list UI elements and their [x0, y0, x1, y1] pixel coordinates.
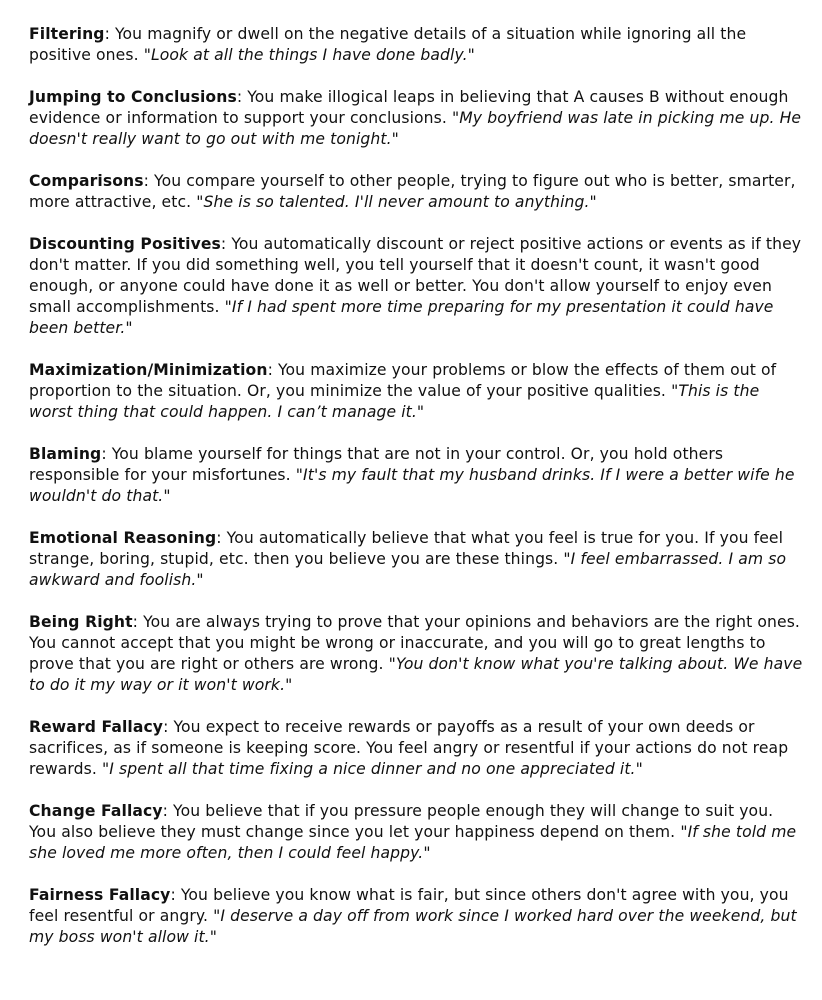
entry-quote: "It's my fault that my husband drinks. If I were a better wife he wouldn't do that." — [29, 466, 795, 505]
entry-fairness-fallacy — [29, 885, 804, 948]
entry-description: : You are always trying to prove that your opinions and behaviors are the right ones. You cannot accept that you might be wrong or inaccurate, and you will go to great lengths to prove that you are right or others are wrong. — [29, 613, 800, 673]
entry-description: : You automatically discount or reject positive actions or events as if they don't matter. If you did something well, you tell yourself that it doesn't count, it wasn't good enough, or anyone could have done it as well or better. You don't allow yourself to enjoy even small accomplishments. — [29, 235, 802, 316]
entry-term: Maximization/Minimization — [29, 361, 268, 379]
entry-quote: "If I had spent more time preparing for my presentation it could have been better." — [29, 298, 774, 337]
entry-quote: "This is the worst thing that could happen. I can’t manage it." — [29, 382, 760, 421]
entry-description: : You blame yourself for things that are not in your control. Or, you hold others responsible for your misfortunes. — [29, 445, 724, 484]
entry-being-right — [29, 612, 804, 696]
entry-description: : You expect to receive rewards or payoffs as a result of your own deeds or sacrifices, as if someone is keeping score. You feel angry or resentful if your actions do not reap rewards. — [29, 718, 789, 778]
entry-discounting-positives — [29, 234, 804, 339]
entry-quote: "My boyfriend was late in picking me up. He doesn't really want to go out with me tonight." — [29, 109, 802, 148]
entry-description: : You believe that if you pressure people enough they will change to suit you. You also believe they must change since you let your happiness depend on them. — [29, 802, 774, 841]
entry-quote: "She is so talented. I'll never amount to anything." — [196, 193, 597, 211]
entry-jumping-to-conclusions — [29, 87, 804, 150]
entry-description: : You believe you know what is fair, but since others don't agree with you, you feel resentful or angry. — [29, 886, 789, 925]
entry-quote: "I spent all that time fixing a nice dinner and no one appreciated it." — [101, 760, 643, 778]
entry-filtering — [29, 24, 804, 66]
entry-description: : You automatically believe that what you feel is true for you. If you feel strange, boring, stupid, etc. then you believe you are these things. — [29, 529, 784, 568]
entry-quote: "I deserve a day off from work since I worked hard over the weekend, but my boss won't allow it." — [29, 907, 797, 946]
entry-description: : You maximize your problems or blow the effects of them out of proportion to the situation. Or, you minimize the value of your positive qualities. — [29, 361, 777, 400]
entry-term: Reward Fallacy — [29, 718, 164, 736]
entry-quote: "I feel embarrassed. I am so awkward and foolish." — [29, 550, 787, 589]
entry-quote: "If she told me she loved me more often, then I could feel happy." — [29, 823, 797, 862]
entry-term: Being Right — [29, 613, 133, 631]
entry-reward-fallacy — [29, 717, 804, 780]
entry-term: Change Fallacy — [29, 802, 163, 820]
entry-comparisons — [29, 171, 804, 213]
entry-blaming — [29, 444, 804, 507]
entry-term: Emotional Reasoning — [29, 529, 217, 547]
entry-term: Blaming — [29, 445, 102, 463]
entry-description: : You compare yourself to other people, trying to figure out who is better, smarter, more attractive, etc. — [29, 172, 796, 211]
entry-maximization-minimization — [29, 360, 804, 423]
entry-term: Comparisons — [29, 172, 144, 190]
entry-change-fallacy — [29, 801, 804, 864]
entry-term: Filtering — [29, 25, 105, 43]
entry-term: Fairness Fallacy — [29, 886, 171, 904]
entry-term: Discounting Positives — [29, 235, 221, 253]
entry-quote: "Look at all the things I have done badly." — [143, 46, 475, 64]
entry-description: : You magnify or dwell on the negative details of a situation while ignoring all the positive ones. — [29, 25, 747, 64]
entry-emotional-reasoning — [29, 528, 804, 591]
entry-quote: "You don't know what you're talking about. We have to do it my way or it won't work." — [29, 655, 803, 694]
document-body — [29, 24, 804, 969]
entry-term: Jumping to Conclusions — [29, 88, 237, 106]
entry-description: : You make illogical leaps in believing that A causes B without enough evidence or information to support your conclusions. — [29, 88, 789, 127]
